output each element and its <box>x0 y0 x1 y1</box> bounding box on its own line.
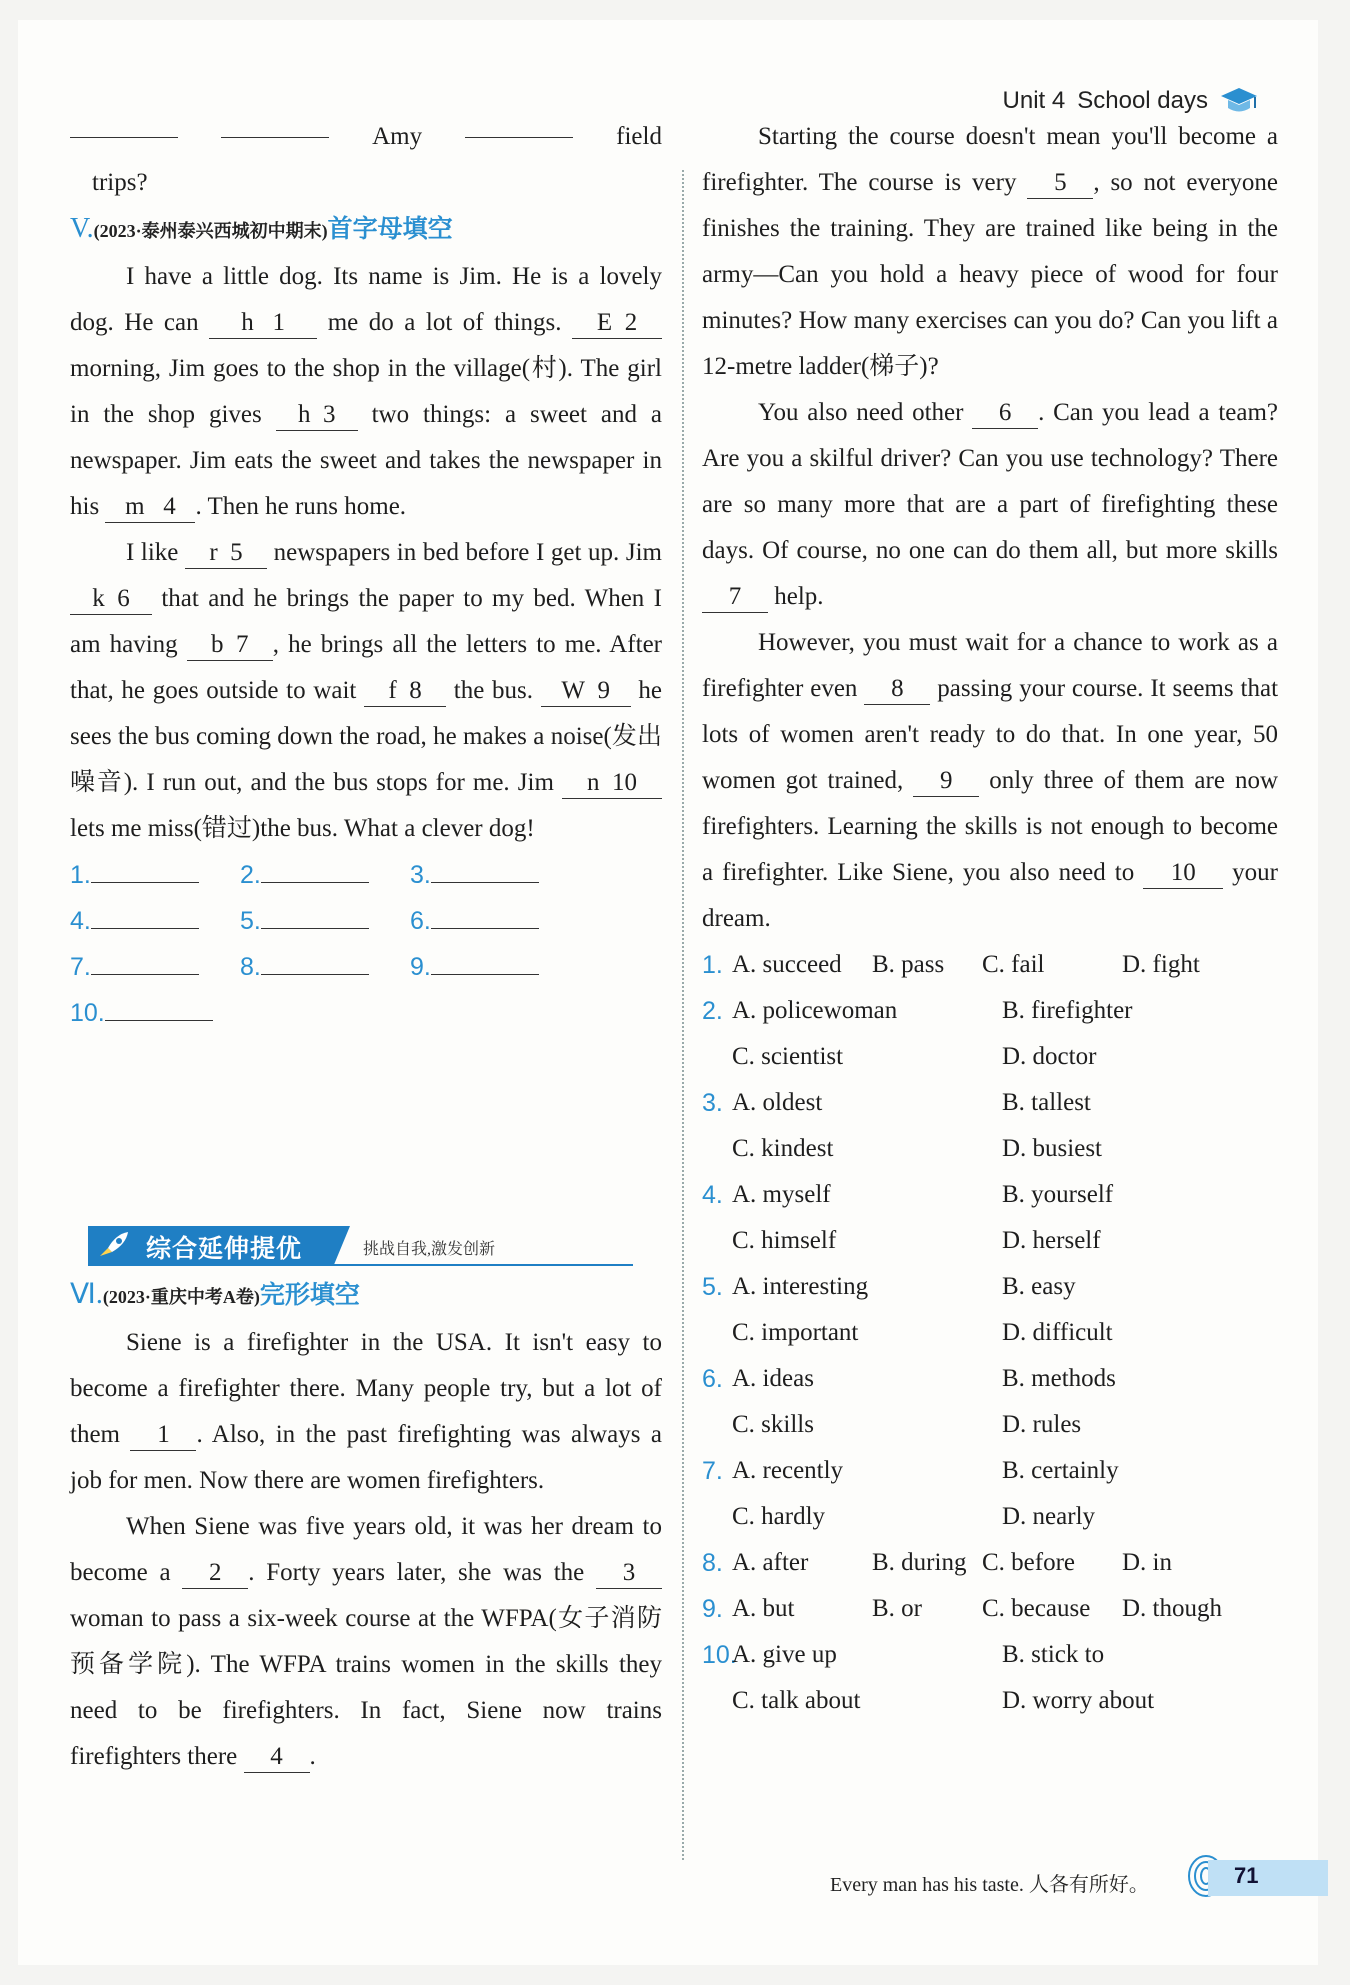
option-a[interactable]: A. after <box>732 1549 809 1576</box>
option-row <box>702 1310 1278 1356</box>
option-row <box>702 1448 1278 1494</box>
continued-question: Amy field <box>70 114 662 160</box>
passage-paragraph: You also need other 6 . Can you lead a team? Are you a skilful driver? Can you use technology? There are so many more that are a part of firefighting these days. Of course, no one can do them all, but more skills 7 help. <box>702 390 1278 620</box>
left-column <box>70 114 662 1036</box>
answer-line[interactable]: 10. <box>70 990 240 1036</box>
option-row <box>702 1034 1278 1080</box>
option-b[interactable]: B. during <box>872 1549 967 1576</box>
blank-3[interactable]: h 3 <box>276 400 358 431</box>
blank-c4[interactable]: 4 <box>244 1742 310 1773</box>
option-row <box>702 1356 1278 1402</box>
question-number: 9. <box>702 1595 723 1623</box>
banner-title: 综合延伸提优 <box>146 1235 303 1263</box>
question-number: 7. <box>702 1457 723 1485</box>
option-b[interactable]: B. easy <box>1002 1273 1076 1300</box>
passage-paragraph: I have a little dog. Its name is Jim. He is a lovely dog. He can h 1 me do a lot of things. E 2 morning, Jim goes to the shop in the village(村). The girl in the shop gives h 3 two things: a sweet and a newspaper. Jim eats the sweet and takes the newspaper in his m 4 . Then he runs home. <box>70 254 662 530</box>
option-a[interactable]: A. succeed <box>732 951 842 978</box>
question-number: 8. <box>702 1549 723 1577</box>
option-b[interactable]: B. methods <box>1002 1365 1116 1392</box>
banner-subtitle: 挑战自我,激发创新 <box>363 1241 496 1258</box>
answer-line[interactable]: 6. <box>410 898 580 944</box>
option-d[interactable]: D. difficult <box>1002 1319 1113 1346</box>
blank-c9[interactable]: 9 <box>913 766 979 797</box>
option-a[interactable]: A. myself <box>732 1181 831 1208</box>
passage-paragraph: I like r 5 newspapers in bed before I get up. Jim k 6 that and he brings the paper to my bed. When I am having b 7 , he brings all the letters to me. After that, he goes outside to wait f 8 the bus. W 9 he sees the bus coming down the road, he makes a noise(发出噪音). I run out, and the bus stops for me. Jim n 10 lets me miss(错过)the bus. What a clever dog! <box>70 539 663 842</box>
option-c[interactable]: C. kindest <box>732 1135 834 1162</box>
unit-title: School days <box>1077 87 1208 114</box>
option-d[interactable]: D. herself <box>1002 1227 1101 1254</box>
blank-c5[interactable]: 5 <box>1027 168 1093 199</box>
answer-line[interactable]: 2. <box>240 852 410 898</box>
option-a[interactable]: A. ideas <box>732 1365 814 1392</box>
option-c[interactable]: C. hardly <box>732 1503 826 1530</box>
option-b[interactable]: B. yourself <box>1002 1181 1114 1208</box>
answer-line[interactable]: 9. <box>410 944 580 990</box>
question-number: 5. <box>702 1273 723 1301</box>
option-row <box>702 1632 1278 1678</box>
left-column-lower <box>70 1272 662 1780</box>
option-c[interactable]: C. important <box>732 1319 859 1346</box>
blank-c3[interactable]: 3 <box>596 1558 662 1589</box>
option-d[interactable]: D. busiest <box>1002 1135 1102 1162</box>
option-d[interactable]: D. in <box>1122 1549 1172 1576</box>
option-d[interactable]: D. doctor <box>1002 1043 1097 1070</box>
option-c[interactable]: C. talk about <box>732 1687 861 1714</box>
option-row <box>702 1540 1278 1586</box>
option-b[interactable]: B. or <box>872 1595 922 1622</box>
option-row <box>702 1494 1278 1540</box>
proverb: Every man has his taste. 人各有所好。 <box>830 1874 1149 1896</box>
passage-paragraph: Starting the course doesn't mean you'll become a firefighter. The course is very 5 , so not everyone finishes the training. They are trained like being in the army—Can you hold a heavy piece of wood for four minutes? How many exercises can you do? Can you lift a 12-metre ladder(梯子)? <box>702 123 1278 380</box>
blank-c1[interactable]: 1 <box>130 1420 196 1451</box>
option-d[interactable]: D. nearly <box>1002 1503 1096 1530</box>
question-number: 6. <box>702 1365 723 1393</box>
column-divider <box>682 170 684 1860</box>
option-row <box>702 1402 1278 1448</box>
option-row <box>702 988 1278 1034</box>
option-d[interactable]: D. though <box>1122 1595 1222 1622</box>
choice-options <box>702 942 1278 1724</box>
option-a[interactable]: A. but <box>732 1595 795 1622</box>
blank-5[interactable]: r 5 <box>185 538 267 569</box>
section-6-heading: Ⅵ.(2023·重庆中考A卷)完形填空 <box>70 1279 360 1310</box>
question-number: 4. <box>702 1181 723 1209</box>
option-b[interactable]: B. stick to <box>1002 1641 1105 1668</box>
option-row <box>702 1264 1278 1310</box>
question-number: 2. <box>702 997 723 1025</box>
question-number: 10. <box>702 1641 737 1669</box>
option-b[interactable]: B. certainly <box>1002 1457 1119 1484</box>
workbook-page <box>18 20 1318 1965</box>
option-row <box>702 1586 1278 1632</box>
blank-c10[interactable]: 10 <box>1143 858 1223 889</box>
option-c[interactable]: C. scientist <box>732 1043 844 1070</box>
option-row <box>702 1218 1278 1264</box>
blank-1[interactable]: h 1 <box>209 308 317 339</box>
answer-line[interactable]: 8. <box>240 944 410 990</box>
option-row <box>702 1678 1278 1724</box>
section-5-heading: V.(2023·泰州泰兴西城初中期末)首字母填空 <box>70 213 453 244</box>
option-c[interactable]: C. fail <box>982 951 1045 978</box>
answer-line[interactable]: 1. <box>70 852 240 898</box>
passage-paragraph: However, you must wait for a chance to work as a firefighter even 8 passing your course. It seems that lots of women aren't ready to do that. In one year, 50 women got trained, 9 only three of them are now firefighters. Learning the skills is not enough to become a firefighter. Like Siene, you also need to 10 your dream. <box>702 629 1279 932</box>
question-number: 3. <box>702 1089 723 1117</box>
option-a[interactable]: A. give up <box>732 1641 837 1668</box>
option-row <box>702 1172 1278 1218</box>
option-d[interactable]: D. worry about <box>1002 1687 1155 1714</box>
continued-question-end: trips? <box>92 169 148 196</box>
option-a[interactable]: A. interesting <box>732 1273 869 1300</box>
page-header <box>1003 86 1258 116</box>
option-d[interactable]: D. rules <box>1002 1411 1082 1438</box>
passage-paragraph: Siene is a firefighter in the USA. It isn't easy to become a firefighter there. Many people try, but a lot of them 1 . Also, in the past firefighting was always a job for men. Now there are women firefighters. <box>70 1329 662 1494</box>
option-b[interactable]: B. tallest <box>1002 1089 1091 1116</box>
blank-8[interactable]: f 8 <box>364 676 446 707</box>
blank-4[interactable]: m 4 <box>105 492 195 523</box>
option-d[interactable]: D. fight <box>1122 951 1200 978</box>
option-c[interactable]: C. before <box>982 1549 1076 1576</box>
option-row <box>702 1080 1278 1126</box>
option-c[interactable]: C. skills <box>732 1411 814 1438</box>
option-c[interactable]: C. because <box>982 1595 1091 1622</box>
passage-paragraph: When Siene was five years old, it was her dream to become a 2 . Forty years later, she was the 3 woman to pass a six-week course at the WFPA(女子消防预备学院). The WFPA trains women in the skills they need to be firefighters. In fact, Siene now trains firefighters there 4 . <box>70 1504 662 1780</box>
unit-label: Unit 4 <box>1002 87 1066 114</box>
blank-2[interactable]: E 2 <box>572 308 662 339</box>
option-b[interactable]: B. pass <box>872 951 945 978</box>
option-a[interactable]: A. recently <box>732 1457 844 1484</box>
option-a[interactable]: A. oldest <box>732 1089 823 1116</box>
question-number: 1. <box>702 951 723 979</box>
option-b[interactable]: B. firefighter <box>1002 997 1133 1024</box>
answer-grid <box>70 852 662 1036</box>
option-c[interactable]: C. himself <box>732 1227 837 1254</box>
graduation-cap-icon <box>1220 86 1258 116</box>
answer-line[interactable]: 5. <box>240 898 410 944</box>
blank-c2[interactable]: 2 <box>182 1558 248 1589</box>
blank-7[interactable]: b 7 <box>187 630 273 661</box>
page-number: 71 <box>1208 1860 1328 1896</box>
option-row <box>702 1126 1278 1172</box>
blank-10[interactable]: n 10 <box>562 768 662 799</box>
option-a[interactable]: A. policewoman <box>732 997 898 1024</box>
rocket-icon <box>96 1230 130 1260</box>
blank-c7[interactable]: 7 <box>702 582 768 613</box>
blank-9[interactable]: W 9 <box>541 676 631 707</box>
answer-line[interactable]: 4. <box>70 898 240 944</box>
right-column <box>702 114 1278 1724</box>
answer-line[interactable]: 3. <box>410 852 580 898</box>
blank-c8[interactable]: 8 <box>864 674 930 705</box>
blank-6[interactable]: k 6 <box>70 584 152 615</box>
section-banner <box>88 1226 633 1266</box>
option-row <box>702 942 1278 988</box>
answer-line[interactable]: 7. <box>70 944 240 990</box>
blank-c6[interactable]: 6 <box>972 398 1038 429</box>
